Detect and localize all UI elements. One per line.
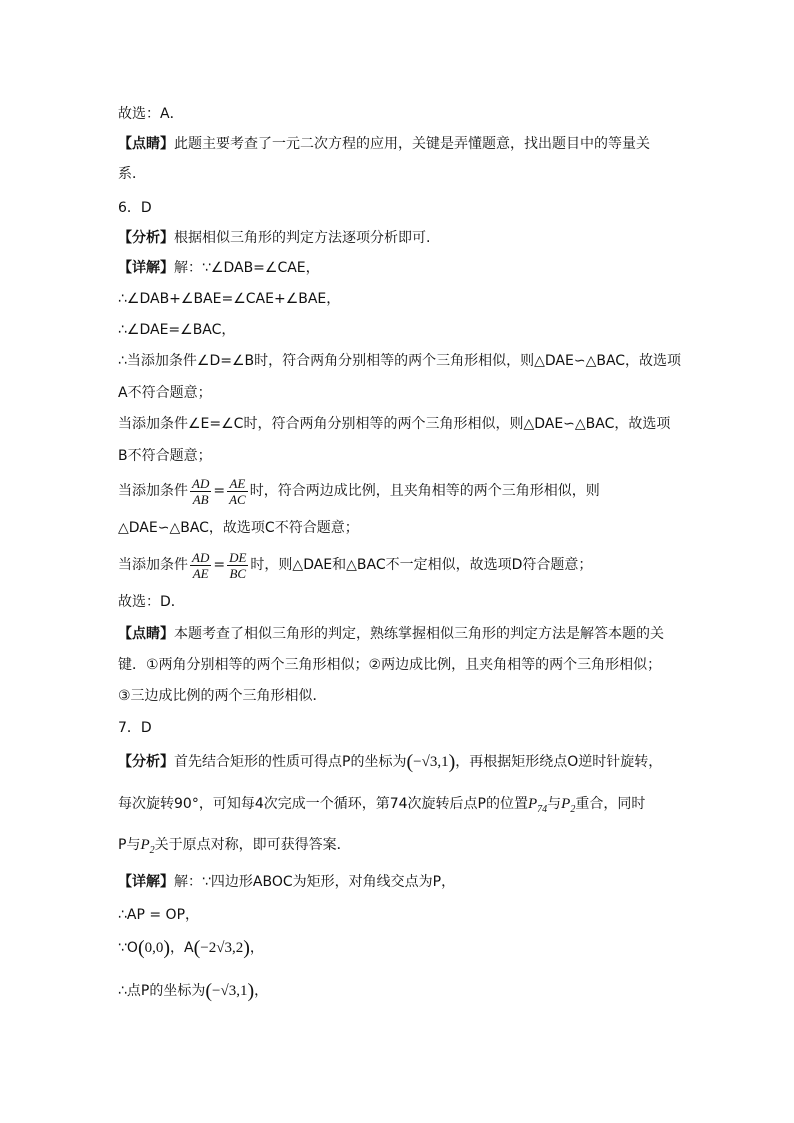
line-option-c-cont <box>118 518 359 538</box>
subscript: 2 <box>570 804 576 815</box>
line-option-a-cont <box>118 383 212 403</box>
coordinate-value: −√3,1 <box>212 983 248 999</box>
coordinate-value: 0,0 <box>144 940 164 956</box>
text: 解：∵∠DAB=∠CAE， <box>174 260 320 276</box>
text: 每次旋转90°，可知每4次完成一个循环，第74次旋转后点P的位置 <box>118 796 528 812</box>
text: 首先结合矩形的性质可得点P的坐标为 <box>174 754 407 770</box>
coordinate-p: (−√3,1) <box>205 980 255 1002</box>
line-conclusion-d <box>118 592 185 612</box>
tag-comment: 【点睛】 <box>118 136 174 152</box>
text: 故选：D． <box>118 594 185 610</box>
line-step-point-p <box>118 981 268 1001</box>
fraction <box>227 550 248 581</box>
coordinate-p: (−√3,1) <box>406 751 456 773</box>
line-step <box>118 320 235 340</box>
equals-sign: = <box>213 557 226 573</box>
text: 关于原点对称，即可获得答案． <box>154 837 351 853</box>
line-step <box>118 289 340 309</box>
text: 本题考查了相似三角形的判定，熟练掌握相似三角形的判定方法是解答本题的关 <box>174 626 664 642</box>
text: ③三边成比例的两个三角形相似． <box>118 688 327 704</box>
text: ∵O <box>118 940 138 956</box>
line-option-d <box>118 548 592 582</box>
line-comment-5 <box>118 134 650 154</box>
text: ∴AP = OP， <box>118 907 200 923</box>
line-comment-6 <box>118 624 664 644</box>
text: 时，符合两边成比例，且夹角相等的两个三角形相似，则 <box>249 483 600 499</box>
denominator: AE <box>192 565 209 581</box>
line-comment-6-cont <box>118 686 327 706</box>
point-label: P <box>527 796 538 812</box>
text: 与 <box>547 796 562 812</box>
text: 当添加条件 <box>118 483 188 499</box>
text: ， <box>254 983 269 999</box>
fraction <box>227 476 248 507</box>
line-detail-7 <box>118 872 455 892</box>
denominator: BC <box>229 565 247 581</box>
point-label: P <box>140 837 150 853</box>
tag-comment: 【点睛】 <box>118 626 174 642</box>
text: ∴∠DAB+∠BAE=∠CAE+∠BAE， <box>118 291 341 307</box>
text: ∴当添加条件∠D=∠B时，符合两角分别相等的两个三角形相似，则△DAE∽△BAC，故选项 <box>118 353 682 369</box>
question-number-6 <box>118 198 152 218</box>
text: 键．①两角分别相等的两个三角形相似；②两边成比例，且夹角相等的两个三角形相似； <box>118 657 662 673</box>
question-number-7 <box>118 718 152 738</box>
line-option-b-cont <box>118 446 212 466</box>
text: 当添加条件 <box>118 557 188 573</box>
coordinate-value: −√3,1 <box>413 754 449 770</box>
point-label: P <box>561 796 571 812</box>
fraction <box>190 476 211 507</box>
line-step-coordinates <box>118 938 264 958</box>
line-step <box>118 905 199 925</box>
line-option-a <box>118 351 681 371</box>
numerator: DE <box>229 549 247 565</box>
subscript: 74 <box>537 804 548 815</box>
tag-detail: 【详解】 <box>118 260 174 276</box>
line-analysis-7-cont <box>118 794 645 820</box>
text: △DAE∽△BAC，故选项C不符合题意； <box>118 520 359 536</box>
point-p2 <box>561 796 576 815</box>
line-detail-6 <box>118 258 320 278</box>
text: 解：∵四边形ABOC为矩形，对角线交点为P， <box>174 874 456 890</box>
numerator: AE <box>227 476 248 492</box>
text: B不符合题意； <box>118 448 212 464</box>
text: A不符合题意； <box>118 385 212 401</box>
line-comment-5-cont <box>118 164 146 184</box>
line-analysis-7 <box>118 752 662 772</box>
line-analysis-7-cont <box>118 835 351 861</box>
text: 当添加条件∠E=∠C时，符合两角分别相等的两个三角形相似，则△DAE∽△BAC，故选项 <box>118 416 671 432</box>
tag-analysis: 【分析】 <box>118 754 174 770</box>
text: 故选：A． <box>118 106 184 122</box>
coordinate-o: (0,0) <box>137 937 171 959</box>
line-conclusion-a <box>118 104 184 124</box>
text: 系． <box>118 166 146 182</box>
numerator: AD <box>192 475 210 491</box>
text: ∴∠DAE=∠BAC， <box>118 322 236 338</box>
line-option-c <box>118 474 600 508</box>
point-p2 <box>140 837 155 856</box>
text: ， <box>249 940 264 956</box>
numerator: AD <box>192 549 210 565</box>
text: 6．D <box>118 200 152 216</box>
denominator: AC <box>229 491 246 507</box>
text: ，A <box>170 940 194 956</box>
tag-analysis: 【分析】 <box>118 230 174 246</box>
text: ，再根据矩形绕点O逆时针旋转， <box>455 754 663 770</box>
coordinate-a: (−2√3,2) <box>193 937 250 959</box>
text: P与 <box>118 837 141 853</box>
tag-detail: 【详解】 <box>118 874 174 890</box>
text: ∴点P的坐标为 <box>118 983 206 999</box>
text: 7．D <box>118 720 152 736</box>
fraction <box>190 550 211 581</box>
denominator: AB <box>192 491 209 507</box>
text: 根据相似三角形的判定方法逐项分析即可. <box>174 230 431 246</box>
point-p74 <box>527 796 548 815</box>
text: 此题主要考查了一元二次方程的应用，关键是弄懂题意，找出题目中的等量关 <box>174 136 650 152</box>
text: 重合，同时 <box>575 796 646 812</box>
text: 时，则△DAE和△BAC不一定相似，故选项D符合题意； <box>250 557 593 573</box>
equals-sign: = <box>213 483 226 499</box>
subscript: 2 <box>149 845 155 856</box>
line-option-b <box>118 414 670 434</box>
coordinate-value: −2√3,2 <box>200 940 244 956</box>
line-analysis-6 <box>118 228 430 248</box>
line-comment-6-cont <box>118 655 661 675</box>
